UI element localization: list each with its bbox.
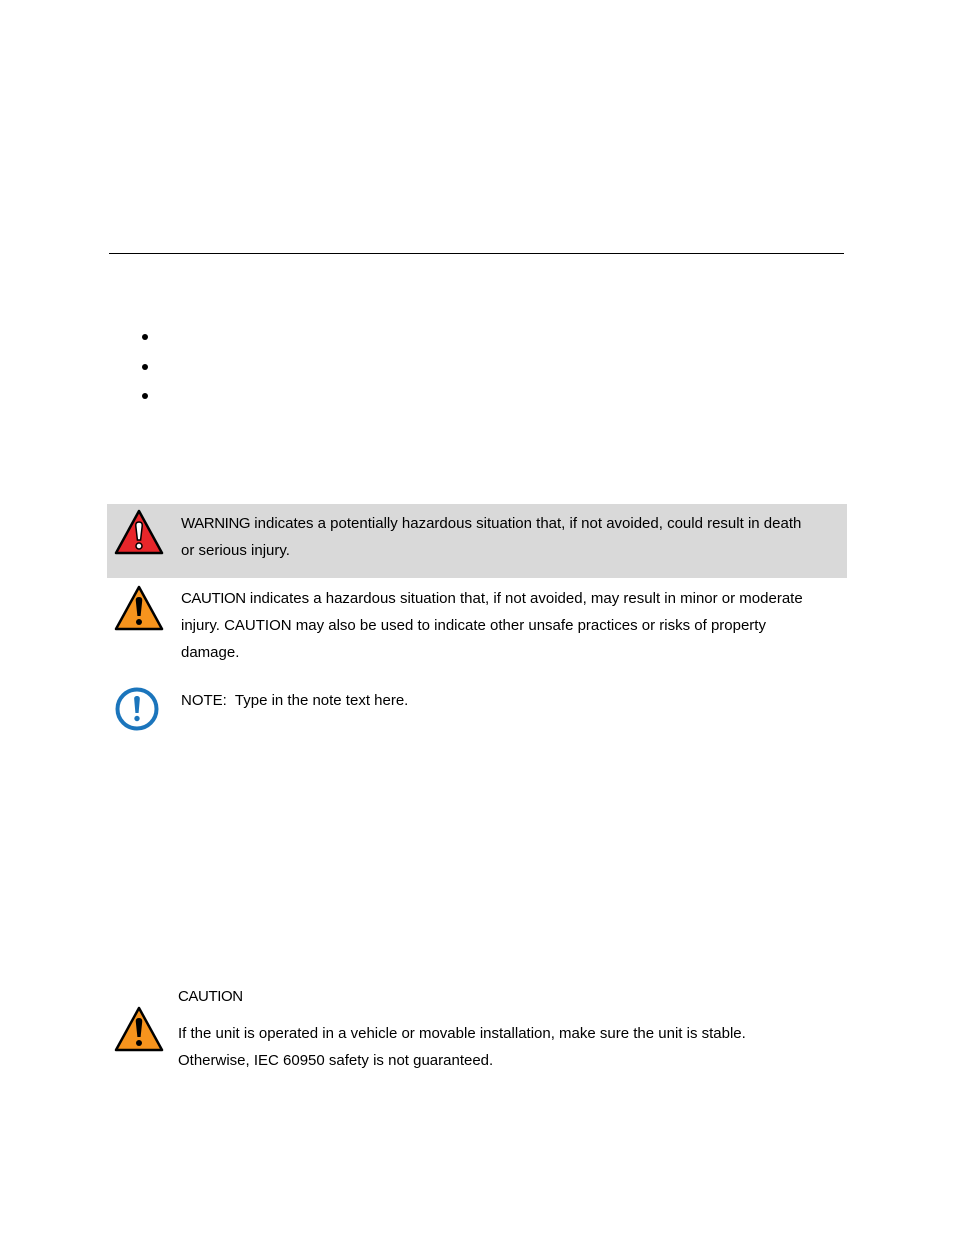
caution-block-line2: Otherwise, IEC 60950 safety is not guaranteed. [178, 1052, 494, 1069]
list-bullet [142, 393, 148, 399]
caution-text [181, 585, 841, 666]
warning-text-line1: indicates a potentially hazardous situation that, if not avoided, could result in death [250, 515, 802, 532]
info-exclamation-icon [114, 686, 160, 737]
warning-text-line2: or serious injury. [181, 542, 290, 559]
caution-block-heading: CAUTION [178, 988, 243, 1005]
warning-text [181, 510, 841, 564]
caution-text-line2: injury. CAUTION may also be used to indicate other unsafe practices or risks of property [181, 617, 766, 634]
caution-block-line1: If the unit is operated in a vehicle or movable installation, make sure the unit is stable. [178, 1025, 746, 1042]
note-text: NOTE: Type in the note text here. [181, 692, 409, 709]
warning-triangle-icon [114, 509, 164, 560]
horizontal-divider [109, 253, 844, 254]
caution-text-line3: damage. [181, 644, 240, 661]
caution-block-text [178, 1020, 818, 1074]
list-bullet [142, 334, 148, 340]
caution-triangle-icon [114, 1006, 164, 1057]
caution-triangle-icon [114, 585, 164, 636]
list-bullet [142, 364, 148, 370]
caution-text-line1: indicates a hazardous situation that, if not avoided, may result in minor or moderate [245, 590, 803, 607]
caution-label: CAUTION [181, 590, 246, 607]
warning-label: WARNING [181, 515, 251, 532]
